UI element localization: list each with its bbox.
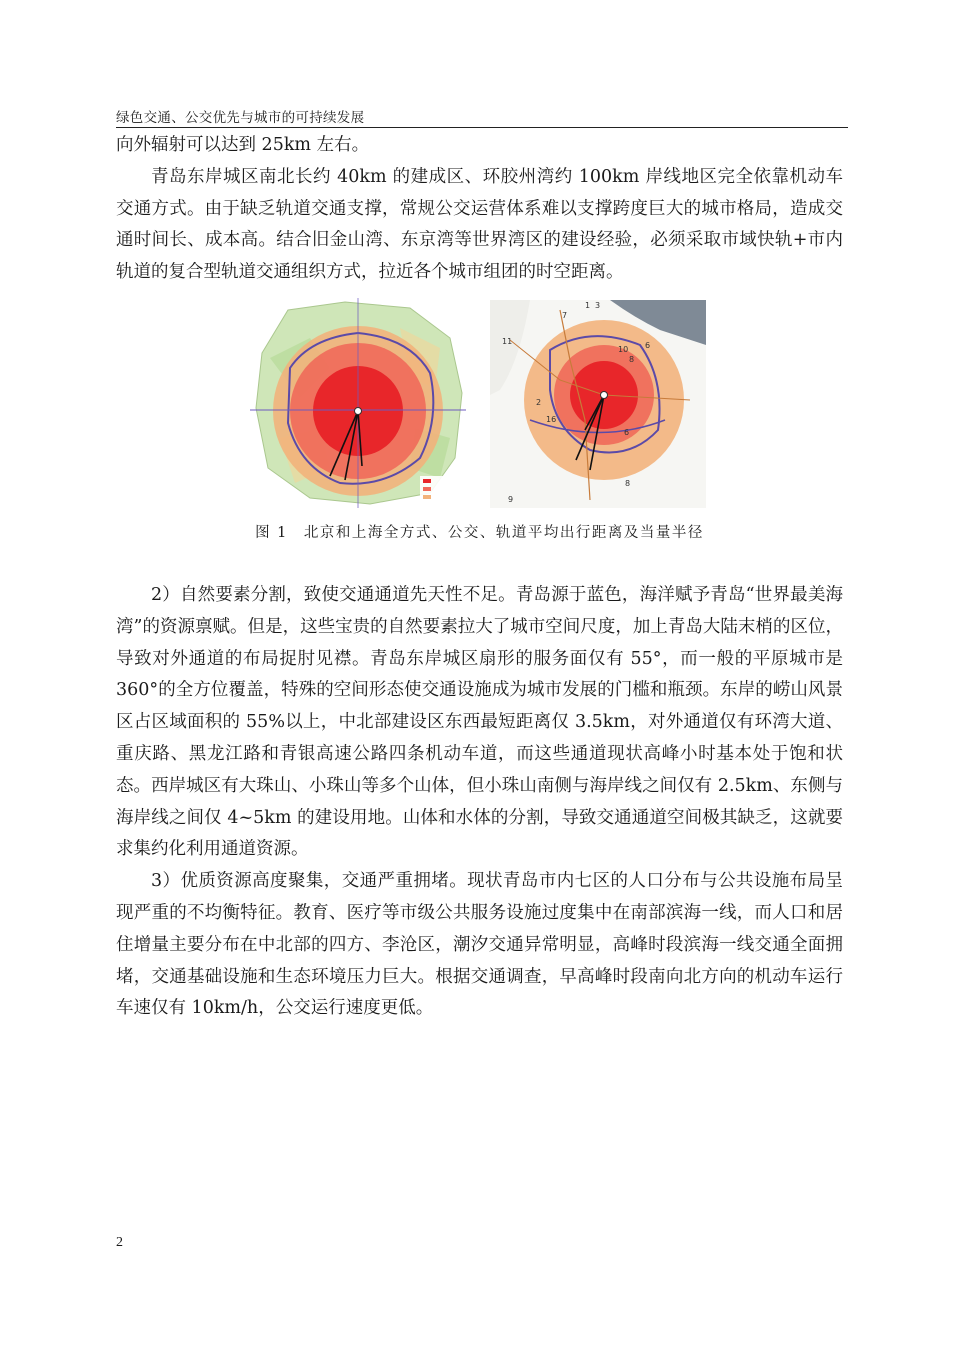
figure-caption: 图 1 北京和上海全方式、公交、轨道平均出行距离及当量半径 bbox=[255, 525, 704, 541]
map-label: 16 bbox=[546, 415, 557, 424]
map-label: 9 bbox=[508, 495, 514, 504]
paragraph: 3）优质资源高度聚集，交通严重拥堵。现状青岛市内七区的人口分布与公共设施布局呈现严重的不均衡特征。教育、医疗等市级公共服务设施过度集中在南部滨海一线，而人口和居住增量主要分布在中北部的四方、李沧区，潮汐交通异常明显，高峰时段滨海一线交通全面拥堵，交通基础设施和生态环境压力巨大。根据交通调查，早高峰时段南向北方向的机动车运行车速仅有 10km/h，公交运行速度更低。 bbox=[116, 871, 843, 1019]
body-text-bottom bbox=[116, 580, 843, 1025]
map-label: 8 bbox=[629, 355, 635, 364]
paragraph: 2）自然要素分割，致使交通通道先天性不足。青岛源于蓝色，海洋赋予青岛“世界最美海湾”的资源禀赋。但是，这些宝贵的自然要素拉大了城市空间尺度，加上青岛大陆末梢的区位，导致对外通道的布局捉肘见襟。青岛东岸城区扇形的服务面仅有 55°，而一般的平原城市是 360°的全方位覆盖，特殊的空间形态使交通设施成为城市发展的门槛和瓶颈。东岸的崂山风景区占区域面积的 55%以上，中北部建设区东西最短距离仅 3.5km，对外通道仅有环湾大道、重庆路、黑龙江路和青银高速公路四条机动车道，而这些通道现状高峰小时基本处于饱和状态。西岸城区有大珠山、小珠山等多个山体，但小珠山南侧与海岸线之间仅有 2.5km、东侧与海岸线之间仅 4~5km 的建设用地。山体和水体的分割，导致交通通道空间极其缺乏，这就要求集约化利用通道资源。 bbox=[116, 585, 843, 860]
body-text-top bbox=[116, 130, 843, 289]
map-label: 8 bbox=[625, 479, 631, 488]
paragraph: 向外辐射可以达到 25km 左右。 bbox=[116, 135, 370, 155]
map-label: 7 bbox=[562, 311, 568, 320]
map-label: 2 bbox=[536, 398, 542, 407]
map-label: 1 bbox=[585, 301, 591, 310]
running-header: 绿色交通、公交优先与城市的可持续发展 bbox=[116, 110, 365, 126]
header-rule bbox=[116, 127, 848, 128]
paragraph: 青岛东岸城区南北长约 40km 的建成区、环胶州湾约 100km 岸线地区完全依靠机动车交通方式。由于缺乏轨道交通支撑，常规公交运营体系难以支撑跨度巨大的城市格局，造成交通时间长、成本高。结合旧金山湾、东京湾等世界湾区的建设经验，必须采取市域快轨+市内轨道的复合型轨道交通组织方式，拉近各个城市组团的时空距离。 bbox=[116, 166, 843, 283]
map-label: 6 bbox=[624, 428, 630, 437]
page-number: 2 bbox=[116, 1235, 123, 1250]
map-label: 6 bbox=[645, 341, 651, 350]
map-label: 11 bbox=[502, 337, 513, 346]
figure-maps bbox=[250, 298, 706, 508]
beijing-map bbox=[250, 298, 466, 508]
map-label: 10 bbox=[618, 345, 629, 354]
map-label: 3 bbox=[595, 301, 601, 310]
shanghai-map bbox=[490, 300, 706, 508]
